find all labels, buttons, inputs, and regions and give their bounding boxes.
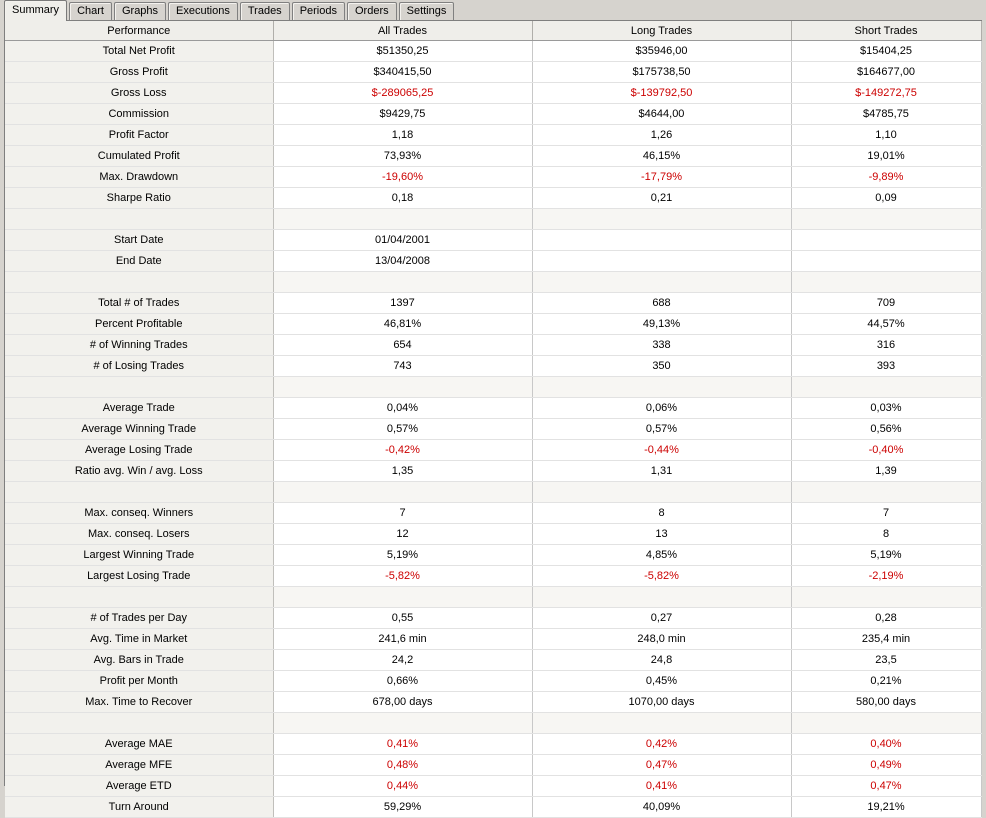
table-spacer-row [5, 209, 981, 230]
row-value: 0,04% [273, 398, 532, 419]
row-value: 0,47% [532, 755, 791, 776]
row-value: 0,40% [791, 734, 981, 755]
row-label: Ratio avg. Win / avg. Loss [5, 461, 273, 482]
row-value: $-289065,25 [273, 83, 532, 104]
row-value: 0,66% [273, 671, 532, 692]
row-value [273, 482, 532, 503]
table-spacer-row [5, 713, 981, 734]
tab-executions[interactable]: Executions [168, 2, 238, 21]
row-label: Commission [5, 104, 273, 125]
row-label: Average Winning Trade [5, 419, 273, 440]
row-value: 1,35 [273, 461, 532, 482]
table-row [5, 608, 981, 629]
table-row [5, 314, 981, 335]
table-row [5, 797, 981, 818]
summary-panel [4, 20, 982, 813]
row-value [273, 209, 532, 230]
row-value: 0,41% [532, 776, 791, 797]
row-value: 7 [791, 503, 981, 524]
row-value: 5,19% [273, 545, 532, 566]
table-row [5, 776, 981, 797]
row-value: $15404,25 [791, 41, 981, 62]
row-label: Total Net Profit [5, 41, 273, 62]
table-row [5, 293, 981, 314]
row-value: 0,09 [791, 188, 981, 209]
row-label [5, 713, 273, 734]
row-value: -0,40% [791, 440, 981, 461]
row-value: 40,09% [532, 797, 791, 818]
row-value: 0,42% [532, 734, 791, 755]
row-label: Average Trade [5, 398, 273, 419]
table-row [5, 188, 981, 209]
row-value: 1397 [273, 293, 532, 314]
row-value: 24,8 [532, 650, 791, 671]
row-value: -0,42% [273, 440, 532, 461]
row-value: 1070,00 days [532, 692, 791, 713]
row-value: 0,55 [273, 608, 532, 629]
row-value [791, 272, 981, 293]
table-spacer-row [5, 377, 981, 398]
row-label: Total # of Trades [5, 293, 273, 314]
row-value: 46,15% [532, 146, 791, 167]
row-value: $175738,50 [532, 62, 791, 83]
row-value: 19,21% [791, 797, 981, 818]
row-value [532, 272, 791, 293]
row-label: Avg. Time in Market [5, 629, 273, 650]
row-value: 338 [532, 335, 791, 356]
row-label [5, 272, 273, 293]
row-value: $35946,00 [532, 41, 791, 62]
row-value [532, 587, 791, 608]
row-value: -19,60% [273, 167, 532, 188]
row-value: 1,10 [791, 125, 981, 146]
row-value: 8 [791, 524, 981, 545]
table-row [5, 335, 981, 356]
row-value: 0,21% [791, 671, 981, 692]
table-row [5, 251, 981, 272]
row-value: 44,57% [791, 314, 981, 335]
column-header-long-trades[interactable]: Long Trades [532, 21, 791, 41]
row-label: Largest Winning Trade [5, 545, 273, 566]
row-value: -17,79% [532, 167, 791, 188]
row-value: $340415,50 [273, 62, 532, 83]
row-value: 0,21 [532, 188, 791, 209]
row-value [273, 587, 532, 608]
row-value: 350 [532, 356, 791, 377]
row-value: 1,31 [532, 461, 791, 482]
table-row [5, 629, 981, 650]
row-value: 8 [532, 503, 791, 524]
row-value: 0,18 [273, 188, 532, 209]
row-value: 73,93% [273, 146, 532, 167]
row-value [791, 251, 981, 272]
row-value: -9,89% [791, 167, 981, 188]
row-label: Largest Losing Trade [5, 566, 273, 587]
column-header-all-trades[interactable]: All Trades [273, 21, 532, 41]
table-row [5, 671, 981, 692]
row-value: 1,18 [273, 125, 532, 146]
row-value: 1,39 [791, 461, 981, 482]
row-label: End Date [5, 251, 273, 272]
row-value [532, 713, 791, 734]
table-row [5, 440, 981, 461]
table-row [5, 356, 981, 377]
row-value: -2,19% [791, 566, 981, 587]
row-value: -0,44% [532, 440, 791, 461]
row-label: Profit Factor [5, 125, 273, 146]
row-value: 7 [273, 503, 532, 524]
row-value: 0,56% [791, 419, 981, 440]
row-value: 0,57% [532, 419, 791, 440]
row-label: Average MFE [5, 755, 273, 776]
row-value: 654 [273, 335, 532, 356]
row-value: 0,45% [532, 671, 791, 692]
row-value: 580,00 days [791, 692, 981, 713]
column-header-performance[interactable]: Performance [5, 21, 273, 41]
table-row [5, 545, 981, 566]
tab-strip [0, 0, 986, 21]
row-value: 49,13% [532, 314, 791, 335]
row-value: $-139792,50 [532, 83, 791, 104]
table-header-row [5, 21, 981, 41]
table-row [5, 650, 981, 671]
tab-chart[interactable]: Chart [69, 2, 112, 21]
row-label: Max. Drawdown [5, 167, 273, 188]
table-row [5, 692, 981, 713]
row-value [532, 230, 791, 251]
row-value [791, 209, 981, 230]
row-label: Max. conseq. Winners [5, 503, 273, 524]
row-label: Turn Around [5, 797, 273, 818]
table-row [5, 503, 981, 524]
row-value: 0,27 [532, 608, 791, 629]
table-row [5, 104, 981, 125]
row-label [5, 482, 273, 503]
row-value [532, 251, 791, 272]
row-value: 0,49% [791, 755, 981, 776]
table-row [5, 524, 981, 545]
row-value: 01/04/2001 [273, 230, 532, 251]
row-value: 0,28 [791, 608, 981, 629]
row-label: Max. Time to Recover [5, 692, 273, 713]
table-row [5, 566, 981, 587]
row-value: 678,00 days [273, 692, 532, 713]
row-label: Sharpe Ratio [5, 188, 273, 209]
row-value: 19,01% [791, 146, 981, 167]
row-value: 316 [791, 335, 981, 356]
row-label: Average MAE [5, 734, 273, 755]
table-row [5, 146, 981, 167]
row-label: # of Winning Trades [5, 335, 273, 356]
row-value: 0,47% [791, 776, 981, 797]
row-value [532, 377, 791, 398]
row-value: 1,26 [532, 125, 791, 146]
row-value [273, 713, 532, 734]
performance-table [5, 21, 982, 818]
table-spacer-row [5, 272, 981, 293]
row-value: 13/04/2008 [273, 251, 532, 272]
row-value: 23,5 [791, 650, 981, 671]
tab-trades[interactable]: Trades [240, 2, 290, 21]
tab-periods[interactable]: Periods [292, 2, 345, 21]
row-label: # of Trades per Day [5, 608, 273, 629]
row-value: 59,29% [273, 797, 532, 818]
column-header-short-trades[interactable]: Short Trades [791, 21, 981, 41]
row-value [791, 230, 981, 251]
row-value: $4785,75 [791, 104, 981, 125]
row-value [532, 482, 791, 503]
tab-summary[interactable]: Summary [4, 0, 67, 21]
table-row [5, 755, 981, 776]
row-value: -5,82% [532, 566, 791, 587]
row-value: 709 [791, 293, 981, 314]
row-label: Gross Loss [5, 83, 273, 104]
table-row [5, 62, 981, 83]
table-row [5, 83, 981, 104]
row-value: 743 [273, 356, 532, 377]
row-label: Profit per Month [5, 671, 273, 692]
row-value [273, 272, 532, 293]
row-value: $9429,75 [273, 104, 532, 125]
row-label: Start Date [5, 230, 273, 251]
row-value: $4644,00 [532, 104, 791, 125]
row-value [273, 377, 532, 398]
table-row [5, 41, 981, 62]
row-label: Percent Profitable [5, 314, 273, 335]
table-body [5, 41, 981, 818]
row-value: 0,03% [791, 398, 981, 419]
row-value: $164677,00 [791, 62, 981, 83]
row-value: 393 [791, 356, 981, 377]
row-value [791, 377, 981, 398]
table-spacer-row [5, 482, 981, 503]
row-value [791, 587, 981, 608]
row-value: $51350,25 [273, 41, 532, 62]
row-value: 235,4 min [791, 629, 981, 650]
row-value: 0,44% [273, 776, 532, 797]
table-row [5, 230, 981, 251]
table-row [5, 125, 981, 146]
row-label: Avg. Bars in Trade [5, 650, 273, 671]
row-value: 5,19% [791, 545, 981, 566]
tab-graphs[interactable]: Graphs [114, 2, 166, 21]
row-label [5, 587, 273, 608]
row-value: 12 [273, 524, 532, 545]
table-row [5, 734, 981, 755]
row-value: 0,48% [273, 755, 532, 776]
row-value: $-149272,75 [791, 83, 981, 104]
row-value [791, 713, 981, 734]
row-label [5, 209, 273, 230]
row-value: 0,06% [532, 398, 791, 419]
row-label: Cumulated Profit [5, 146, 273, 167]
row-value: 0,41% [273, 734, 532, 755]
row-value: 4,85% [532, 545, 791, 566]
row-value: 46,81% [273, 314, 532, 335]
row-label: Gross Profit [5, 62, 273, 83]
table-spacer-row [5, 587, 981, 608]
row-label [5, 377, 273, 398]
row-value: 24,2 [273, 650, 532, 671]
table-row [5, 398, 981, 419]
row-value: 241,6 min [273, 629, 532, 650]
row-value [791, 482, 981, 503]
tab-settings[interactable]: Settings [399, 2, 455, 21]
row-label: Max. conseq. Losers [5, 524, 273, 545]
row-value: 0,57% [273, 419, 532, 440]
table-row [5, 419, 981, 440]
row-value: 688 [532, 293, 791, 314]
row-label: Average ETD [5, 776, 273, 797]
row-value [532, 209, 791, 230]
table-row [5, 167, 981, 188]
row-value: 248,0 min [532, 629, 791, 650]
row-label: # of Losing Trades [5, 356, 273, 377]
row-value: -5,82% [273, 566, 532, 587]
row-value: 13 [532, 524, 791, 545]
row-label: Average Losing Trade [5, 440, 273, 461]
table-row [5, 461, 981, 482]
tab-orders[interactable]: Orders [347, 2, 397, 21]
